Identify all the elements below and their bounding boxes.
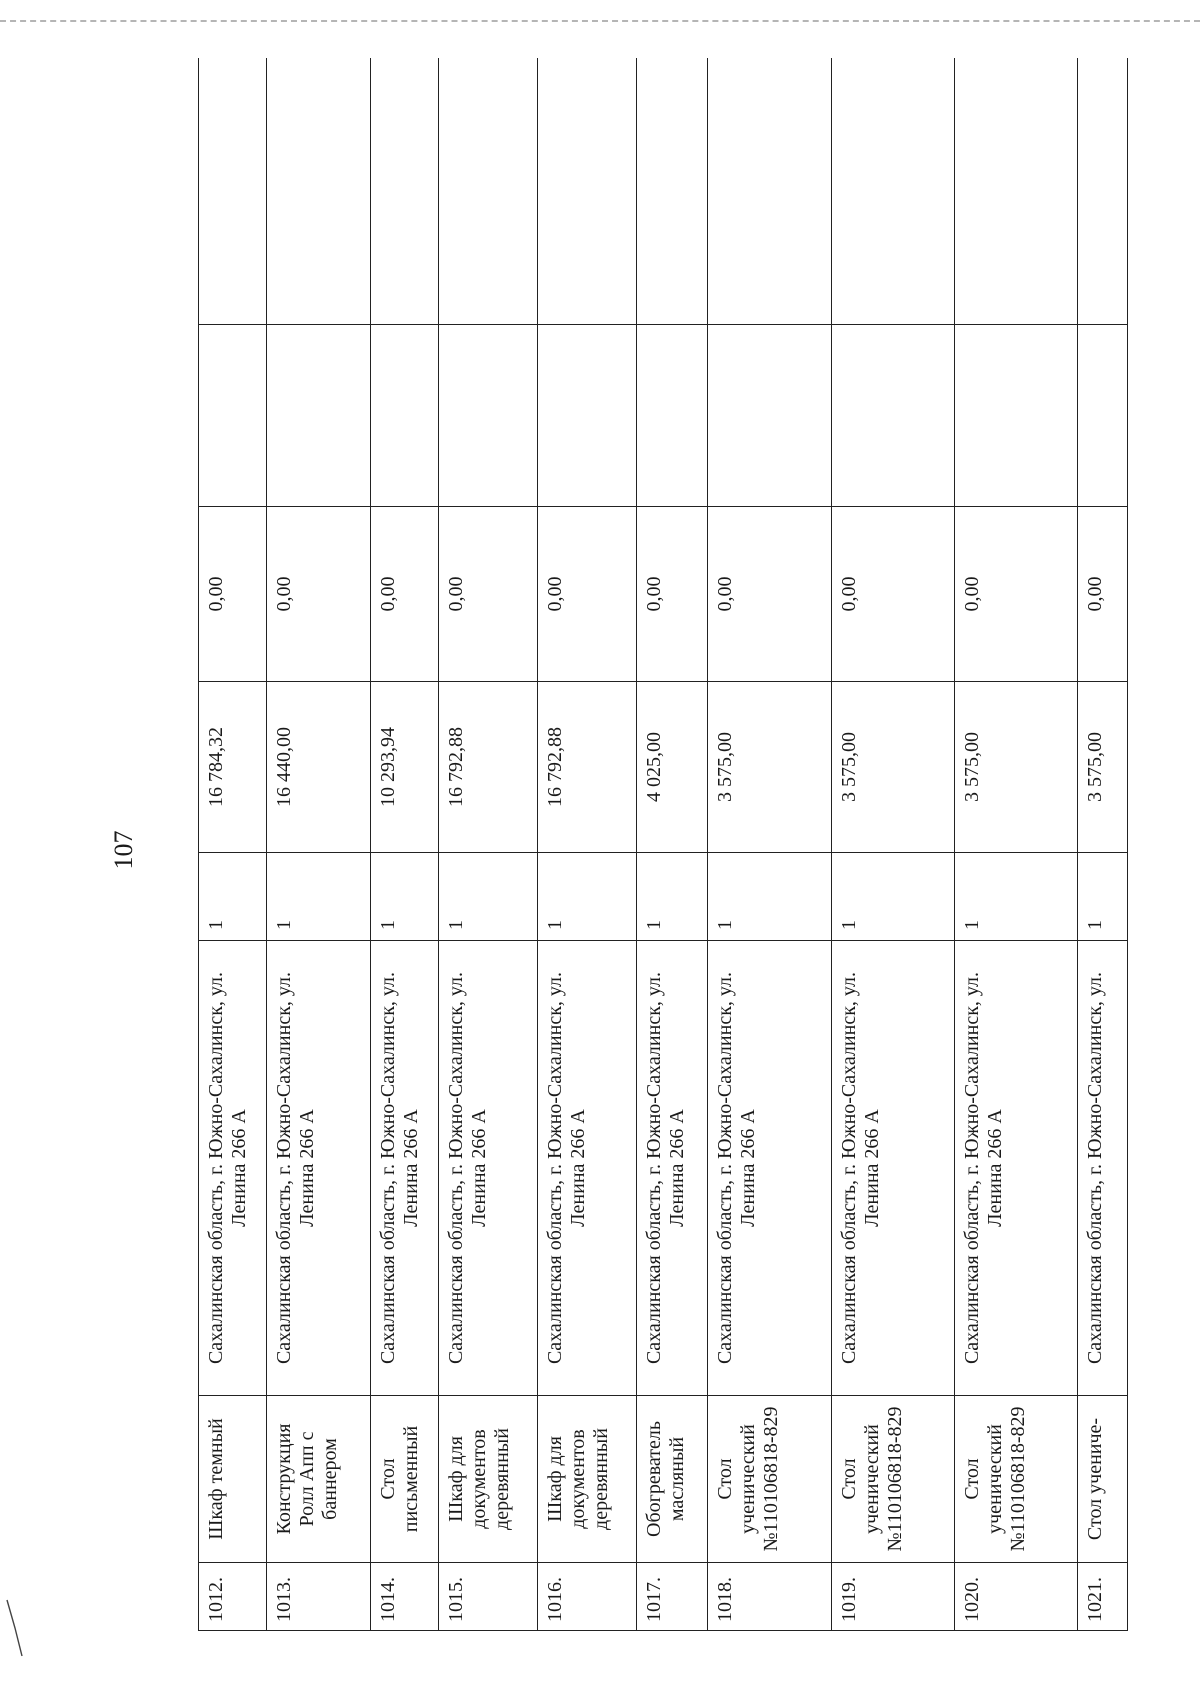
pen-mark-icon (5, 1598, 25, 1658)
address-cell: Сахалинская область, г. Южно-Сахалинск, ул. Ленина 266 А (371, 941, 439, 1396)
table-row (1077, 58, 1127, 1631)
residual-value-cell: 0,00 (637, 507, 708, 682)
item-name-cell: Стол письменный (371, 1396, 439, 1563)
quantity-cell: 1 (371, 853, 439, 941)
cost-cell: 16 784,32 (199, 682, 267, 853)
cost-cell: 4 025,00 (637, 682, 708, 853)
address-cell: Сахалинская область, г. Южно-Сахалинск, ул. Ленина 266 А (708, 941, 831, 1396)
row-number-cell: 1020. (954, 1563, 1077, 1631)
cost-cell: 3 575,00 (831, 682, 954, 853)
item-name-cell: Стол ученический №110106818-829 (708, 1396, 831, 1563)
quantity-cell: 1 (439, 853, 538, 941)
residual-value-cell: 0,00 (538, 507, 637, 682)
cost-cell: 3 575,00 (954, 682, 1077, 853)
empty-cell (831, 325, 954, 507)
inventory-table (198, 58, 1128, 1631)
quantity-cell: 1 (1077, 853, 1127, 941)
residual-value-cell: 0,00 (199, 507, 267, 682)
item-name-cell: Обогреватель масляный (637, 1396, 708, 1563)
empty-cell (371, 325, 439, 507)
item-name-cell: Конструкция Ролл Апп с баннером (266, 1396, 370, 1563)
empty-cell (1077, 58, 1127, 325)
empty-cell (954, 58, 1077, 325)
address-cell: Сахалинская область, г. Южно-Сахалинск, ул. Ленина 266 А (954, 941, 1077, 1396)
inventory-table-container (198, 58, 1128, 1631)
quantity-cell: 1 (266, 853, 370, 941)
residual-value-cell: 0,00 (708, 507, 831, 682)
cost-cell: 3 575,00 (1077, 682, 1127, 853)
item-name-cell: Стол ученический №110106818-829 (954, 1396, 1077, 1563)
empty-cell (637, 58, 708, 325)
table-row (199, 58, 267, 1631)
row-number-cell: 1012. (199, 1563, 267, 1631)
cost-cell: 16 440,00 (266, 682, 370, 853)
item-name-cell: Шкаф для документов деревянный (439, 1396, 538, 1563)
scan-edge-line (0, 20, 1200, 22)
table-row (708, 58, 831, 1631)
table-row (538, 58, 637, 1631)
empty-cell (199, 58, 267, 325)
rotated-table-frame (198, 58, 1128, 1631)
quantity-cell: 1 (637, 853, 708, 941)
item-name-cell: Стол ученический №110106818-829 (831, 1396, 954, 1563)
residual-value-cell: 0,00 (371, 507, 439, 682)
empty-cell (538, 325, 637, 507)
table-row (266, 58, 370, 1631)
row-number-cell: 1016. (538, 1563, 637, 1631)
empty-cell (538, 58, 637, 325)
cost-cell: 16 792,88 (439, 682, 538, 853)
table-row (954, 58, 1077, 1631)
cost-cell: 16 792,88 (538, 682, 637, 853)
address-cell: Сахалинская область, г. Южно-Сахалинск, ул. Ленина 266 А (538, 941, 637, 1396)
quantity-cell: 1 (199, 853, 267, 941)
empty-cell (439, 58, 538, 325)
item-name-cell: Шкаф для документов деревянный (538, 1396, 637, 1563)
row-number-cell: 1021. (1077, 1563, 1127, 1631)
residual-value-cell: 0,00 (831, 507, 954, 682)
quantity-cell: 1 (831, 853, 954, 941)
row-number-cell: 1014. (371, 1563, 439, 1631)
empty-cell (831, 58, 954, 325)
row-number-cell: 1013. (266, 1563, 370, 1631)
address-cell: Сахалинская область, г. Южно-Сахалинск, ул. Ленина 266 А (266, 941, 370, 1396)
table-row (371, 58, 439, 1631)
empty-cell (637, 325, 708, 507)
empty-cell (708, 58, 831, 325)
empty-cell (371, 58, 439, 325)
row-number-cell: 1019. (831, 1563, 954, 1631)
residual-value-cell: 0,00 (1077, 507, 1127, 682)
residual-value-cell: 0,00 (954, 507, 1077, 682)
quantity-cell: 1 (708, 853, 831, 941)
quantity-cell: 1 (954, 853, 1077, 941)
address-cell: Сахалинская область, г. Южно-Сахалинск, ул. Ленина 266 А (439, 941, 538, 1396)
quantity-cell: 1 (538, 853, 637, 941)
address-cell: Сахалинская область, г. Южно-Сахалинск, ул. Ленина 266 А (199, 941, 267, 1396)
cost-cell: 10 293,94 (371, 682, 439, 853)
residual-value-cell: 0,00 (266, 507, 370, 682)
empty-cell (954, 325, 1077, 507)
address-cell: Сахалинская область, г. Южно-Сахалинск, ул. Ленина 266 А (637, 941, 708, 1396)
address-cell: Сахалинская область, г. Южно-Сахалинск, ул. (1077, 941, 1127, 1396)
empty-cell (266, 58, 370, 325)
table-row (439, 58, 538, 1631)
empty-cell (199, 325, 267, 507)
item-name-cell: Шкаф темный (199, 1396, 267, 1563)
page-number: 107 (109, 830, 138, 870)
empty-cell (1077, 325, 1127, 507)
table-row (637, 58, 708, 1631)
cost-cell: 3 575,00 (708, 682, 831, 853)
row-number-cell: 1015. (439, 1563, 538, 1631)
table-row (831, 58, 954, 1631)
row-number-cell: 1017. (637, 1563, 708, 1631)
empty-cell (266, 325, 370, 507)
empty-cell (708, 325, 831, 507)
address-cell: Сахалинская область, г. Южно-Сахалинск, ул. Ленина 266 А (831, 941, 954, 1396)
residual-value-cell: 0,00 (439, 507, 538, 682)
row-number-cell: 1018. (708, 1563, 831, 1631)
item-name-cell: Стол учениче- (1077, 1396, 1127, 1563)
empty-cell (439, 325, 538, 507)
